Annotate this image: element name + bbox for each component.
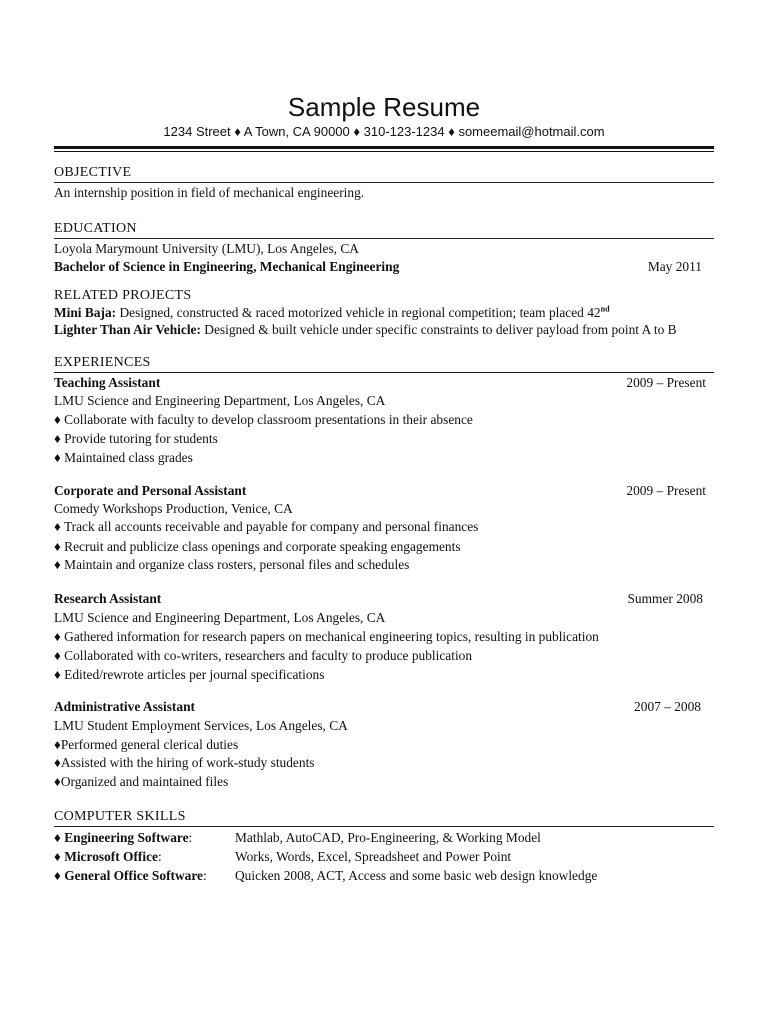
education-degree-row [54, 258, 706, 276]
skill-colon: : [188, 830, 193, 845]
job-bullet: ♦ Track all accounts receivable and payable for company and personal finances [54, 519, 479, 534]
job-bullet: ♦ Maintained class grades [54, 450, 193, 465]
experiences-rule [54, 372, 714, 373]
job-title: Research Assistant [54, 591, 162, 606]
project-item [54, 304, 706, 322]
skill-value: Quicken 2008, ACT, Access and some basic web design knowledge [235, 868, 598, 883]
skill-colon: : [158, 849, 162, 864]
job-title-row [54, 698, 706, 716]
skill-row [54, 848, 706, 866]
job-bullet: ♦ Recruit and publicize class openings and corporate speaking engagements [54, 539, 461, 554]
header-rule-thick [54, 146, 714, 149]
job-org: Comedy Workshops Production, Venice, CA [54, 501, 293, 516]
job-date: 2009 – Present [626, 483, 706, 498]
job-bullet: ♦ Maintain and organize class rosters, personal files and schedules [54, 557, 410, 572]
contact-line: 1234 Street ♦ A Town, CA 90000 ♦ 310-123-1234 ♦ someemail@hotmail.com [163, 124, 605, 139]
project-name: Mini Baja: [54, 305, 117, 320]
job-org: LMU Student Employment Services, Los Angeles, CA [54, 718, 348, 733]
job-date: 2007 – 2008 [634, 699, 701, 714]
job-bullet: ♦ Provide tutoring for students [54, 431, 218, 446]
projects-heading: RELATED PROJECTS [54, 288, 192, 303]
project-name: Lighter Than Air Vehicle: [54, 322, 201, 337]
objective-rule [54, 182, 714, 183]
project-superscript: nd [600, 304, 610, 314]
education-degree: Bachelor of Science in Engineering, Mechanical Engineering [54, 259, 400, 274]
objective-heading: OBJECTIVE [54, 165, 132, 180]
resume-title: Sample Resume [287, 92, 481, 122]
project-item [54, 321, 706, 339]
job-title-row [54, 482, 706, 500]
job-title: Corporate and Personal Assistant [54, 483, 247, 498]
skill-label: General Office Software [64, 868, 204, 883]
skill-bullet: ♦ [54, 868, 65, 883]
project-text: Designed, constructed & raced motorized vehicle in regional competition; team placed 42 [116, 305, 601, 320]
skill-row [54, 829, 706, 847]
job-bullet: ♦ Collaborated with co-writers, researchers and faculty to produce publication [54, 648, 473, 663]
job-bullet: ♦Assisted with the hiring of work-study students [54, 755, 315, 770]
education-rule [54, 238, 714, 239]
job-bullet: ♦Performed general clerical duties [54, 737, 239, 752]
skill-bullet: ♦ [54, 849, 65, 864]
skill-label: Engineering Software [64, 830, 189, 845]
job-title: Teaching Assistant [54, 375, 161, 390]
job-date: 2009 – Present [626, 375, 706, 390]
skills-rule [54, 826, 714, 827]
job-title-row [54, 374, 706, 392]
job-org: LMU Science and Engineering Department, Los Angeles, CA [54, 610, 386, 625]
job-title-row [54, 590, 706, 608]
job-bullet: ♦ Collaborate with faculty to develop classroom presentations in their absence [54, 412, 473, 427]
education-date: May 2011 [647, 259, 702, 274]
job-bullet: ♦ Gathered information for research papers on mechanical engineering topics, resulting in publication [54, 629, 599, 644]
skill-row [54, 867, 706, 885]
skill-label: Microsoft Office [64, 849, 159, 864]
project-text: Designed & built vehicle under specific constraints to deliver payload from point A to B [200, 322, 677, 337]
header-rule-thin [54, 151, 714, 152]
skill-value: Works, Words, Excel, Spreadsheet and Power Point [235, 849, 512, 864]
education-school: Loyola Marymount University (LMU), Los Angeles, CA [54, 241, 359, 256]
job-bullet: ♦ Edited/rewrote articles per journal specifications [54, 667, 325, 682]
job-title: Administrative Assistant [54, 699, 195, 714]
skills-heading: COMPUTER SKILLS [54, 809, 186, 824]
education-heading: EDUCATION [54, 221, 137, 236]
skill-value: Mathlab, AutoCAD, Pro-Engineering, & Working Model [235, 830, 541, 845]
skill-bullet: ♦ [54, 830, 65, 845]
job-org: LMU Science and Engineering Department, Los Angeles, CA [54, 393, 386, 408]
experiences-heading: EXPERIENCES [54, 355, 151, 370]
skill-colon: : [203, 868, 207, 883]
job-bullet: ♦Organized and maintained files [54, 774, 229, 789]
objective-text: An internship position in field of mechanical engineering. [54, 185, 365, 200]
job-date: Summer 2008 [627, 591, 703, 606]
